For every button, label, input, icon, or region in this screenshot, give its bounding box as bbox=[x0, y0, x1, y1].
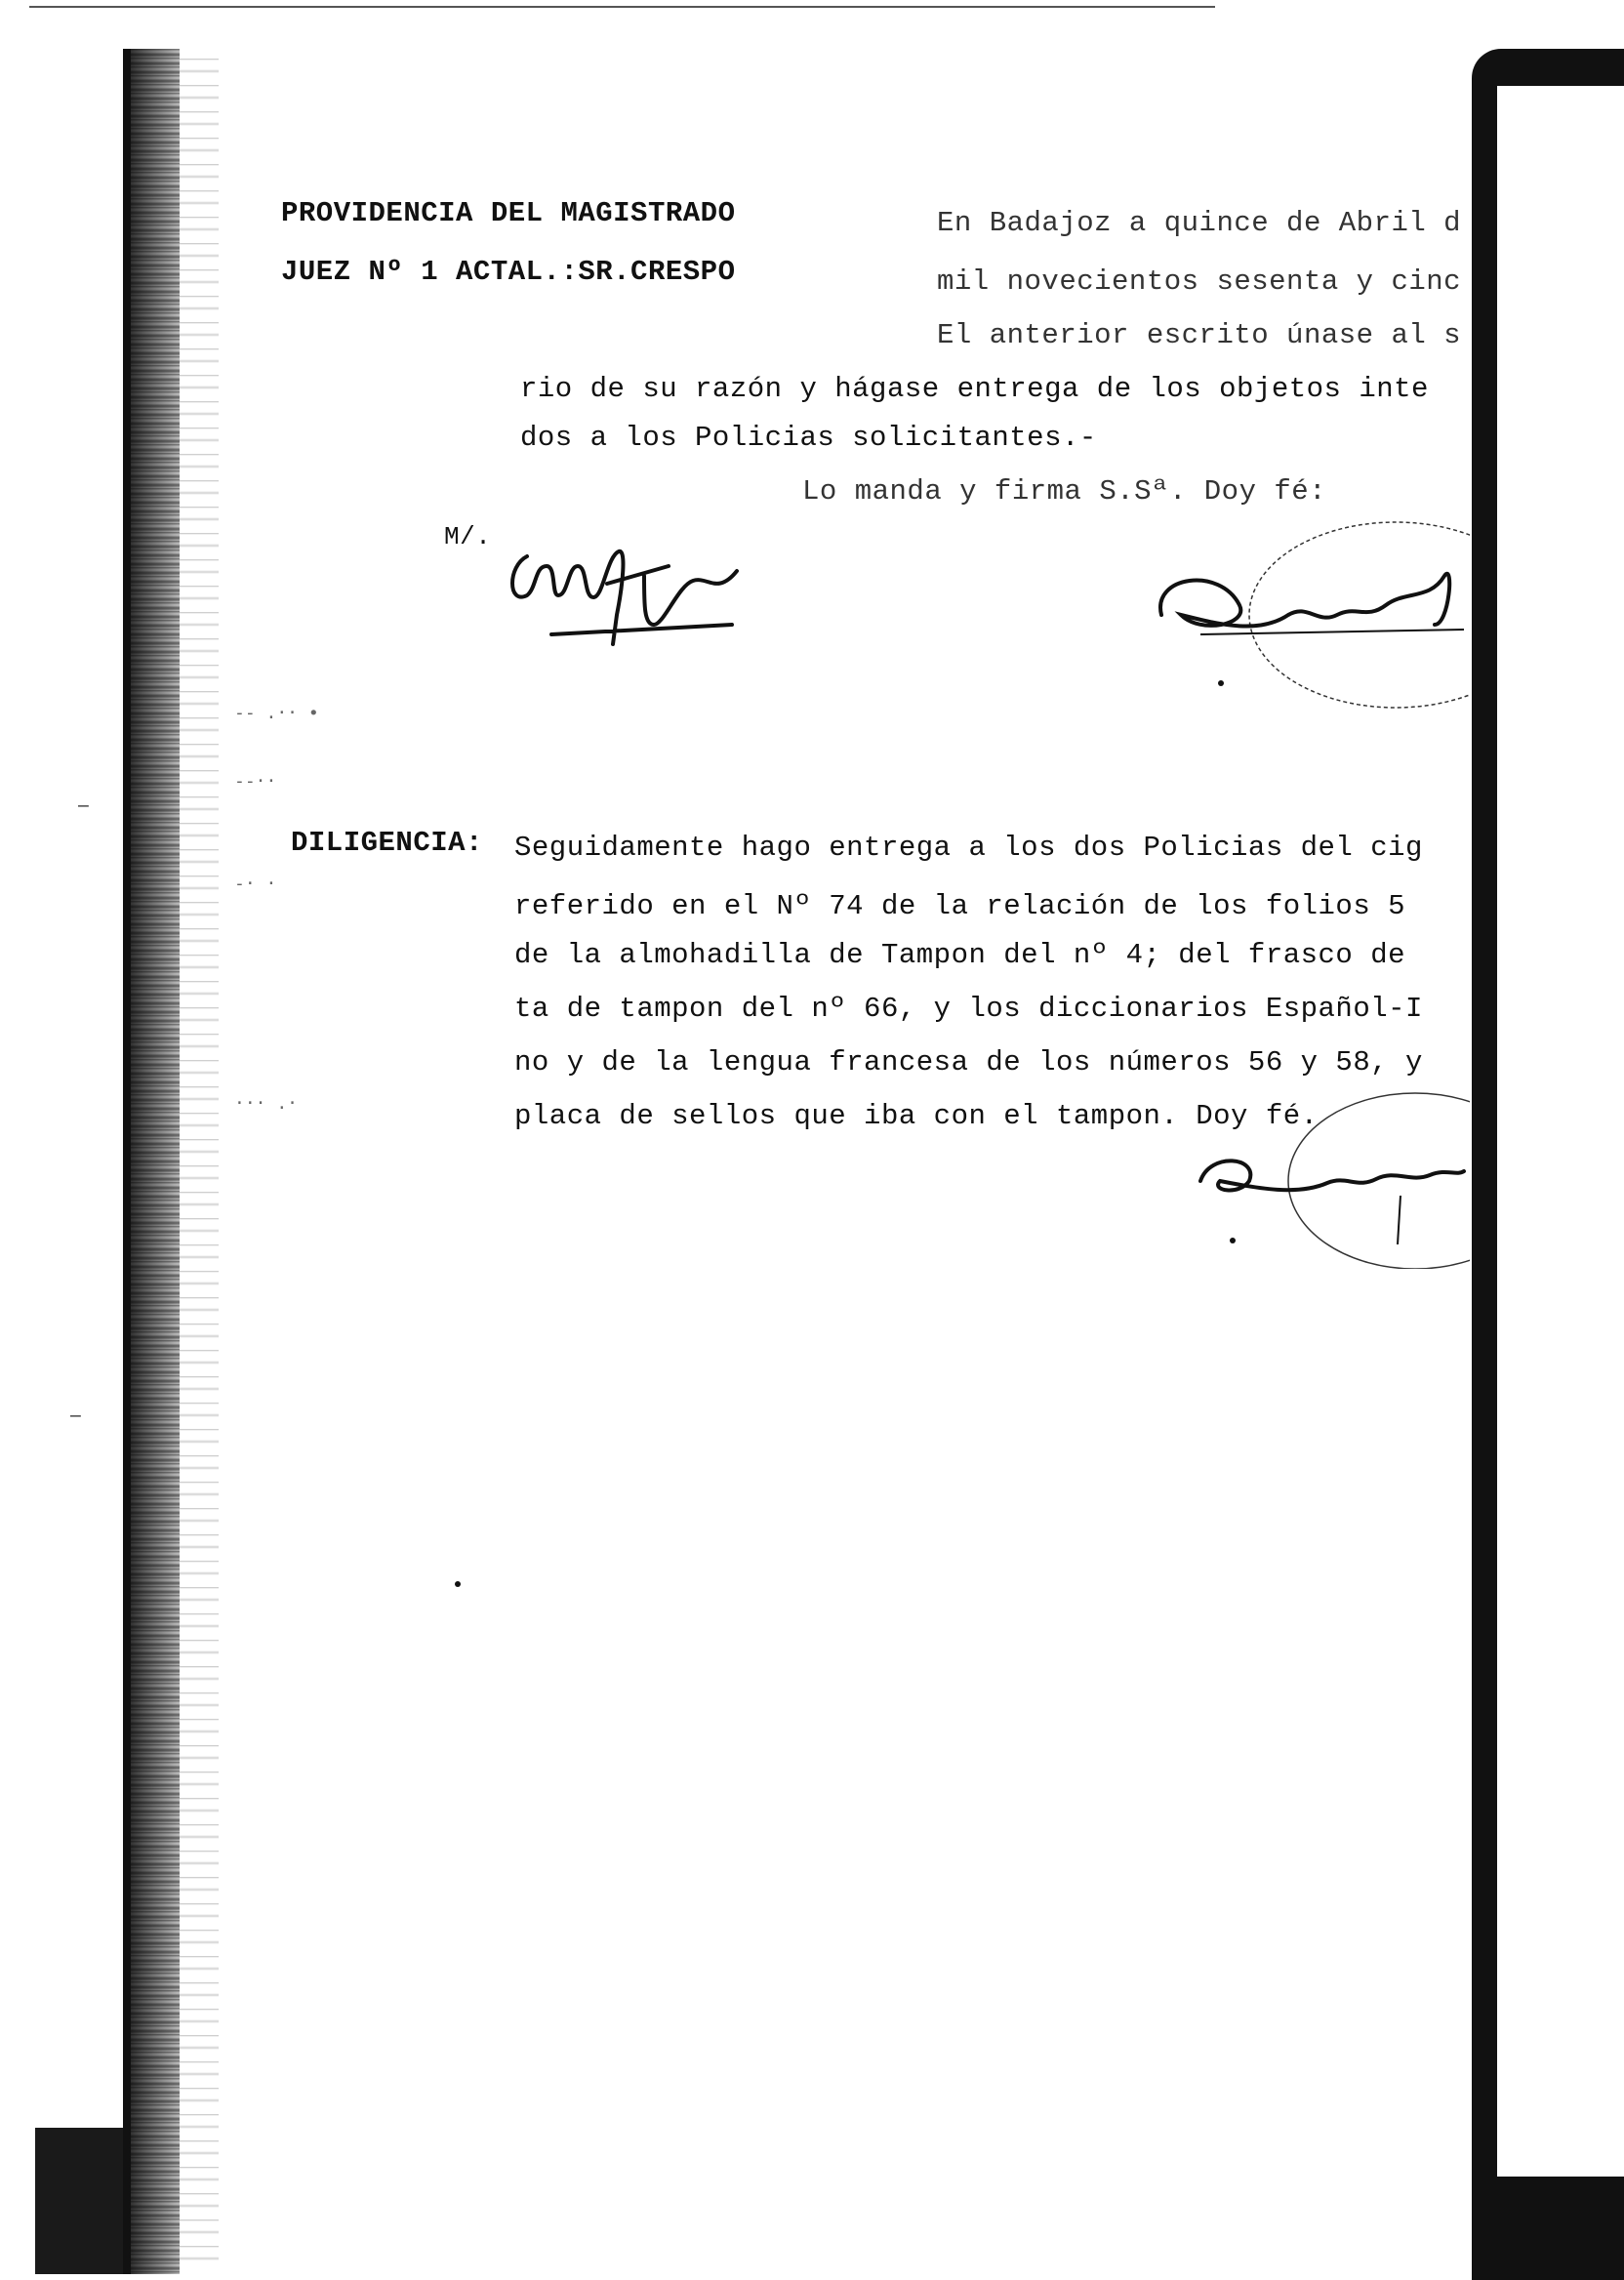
diligencia-line-5: no y de la lengua francesa de los números 56 y 58, y bbox=[514, 1046, 1423, 1079]
margin-mark: --·· bbox=[234, 771, 277, 792]
magistrate-signature bbox=[498, 527, 771, 664]
margin-tick: — bbox=[70, 1405, 81, 1426]
page-right-border bbox=[1472, 49, 1624, 2280]
diligencia-line-4: ta de tampon del nº 66, y los diccionarios Español-I bbox=[514, 993, 1423, 1025]
providencia-line-2: mil novecientos sesenta y cinc bbox=[937, 265, 1462, 298]
providencia-line-4: rio de su razón y hágase entrega de los objetos inte bbox=[520, 373, 1429, 405]
margin-mark: ··· .· bbox=[234, 1093, 299, 1114]
margin-mark: -- .·· ∙ bbox=[234, 703, 319, 723]
page-right-border-bottom bbox=[1472, 2177, 1624, 2280]
ink-dot bbox=[1218, 680, 1224, 686]
providencia-line-3: El anterior escrito únase al s bbox=[937, 319, 1462, 351]
diligencia-label: DILIGENCIA: bbox=[291, 827, 483, 859]
signature-prefix: M/. bbox=[444, 522, 492, 551]
diligencia-line-2: referido en el Nº 74 de la relación de los folios 5 bbox=[514, 890, 1406, 922]
ink-dot-3 bbox=[455, 1581, 461, 1587]
margin-tick: — bbox=[78, 795, 89, 816]
providencia-line-1: En Badajoz a quince de Abril d bbox=[937, 207, 1462, 239]
providencia-line-5: dos a los Policias solicitantes.- bbox=[520, 422, 1097, 454]
ink-dot-2 bbox=[1230, 1238, 1236, 1243]
diligencia-line-1: Seguidamente hago entrega a los dos Policias del cig bbox=[514, 832, 1423, 864]
diligencia-line-3: de la almohadilla de Tampon del nº 4; del frasco de bbox=[514, 939, 1406, 971]
margin-mark: -· · bbox=[234, 874, 277, 894]
providencia-line-6: Lo manda y firma S.Sª. Doy fé: bbox=[802, 475, 1327, 508]
header-title-line2: JUEZ Nº 1 ACTAL.:SR.CRESPO bbox=[281, 256, 736, 288]
diligencia-line-6: placa de sellos que iba con el tampon. Doy fé. bbox=[514, 1100, 1319, 1132]
secretary-signature-top bbox=[1142, 508, 1470, 712]
header-title-line1: PROVIDENCIA DEL MAGISTRADO bbox=[281, 197, 736, 229]
